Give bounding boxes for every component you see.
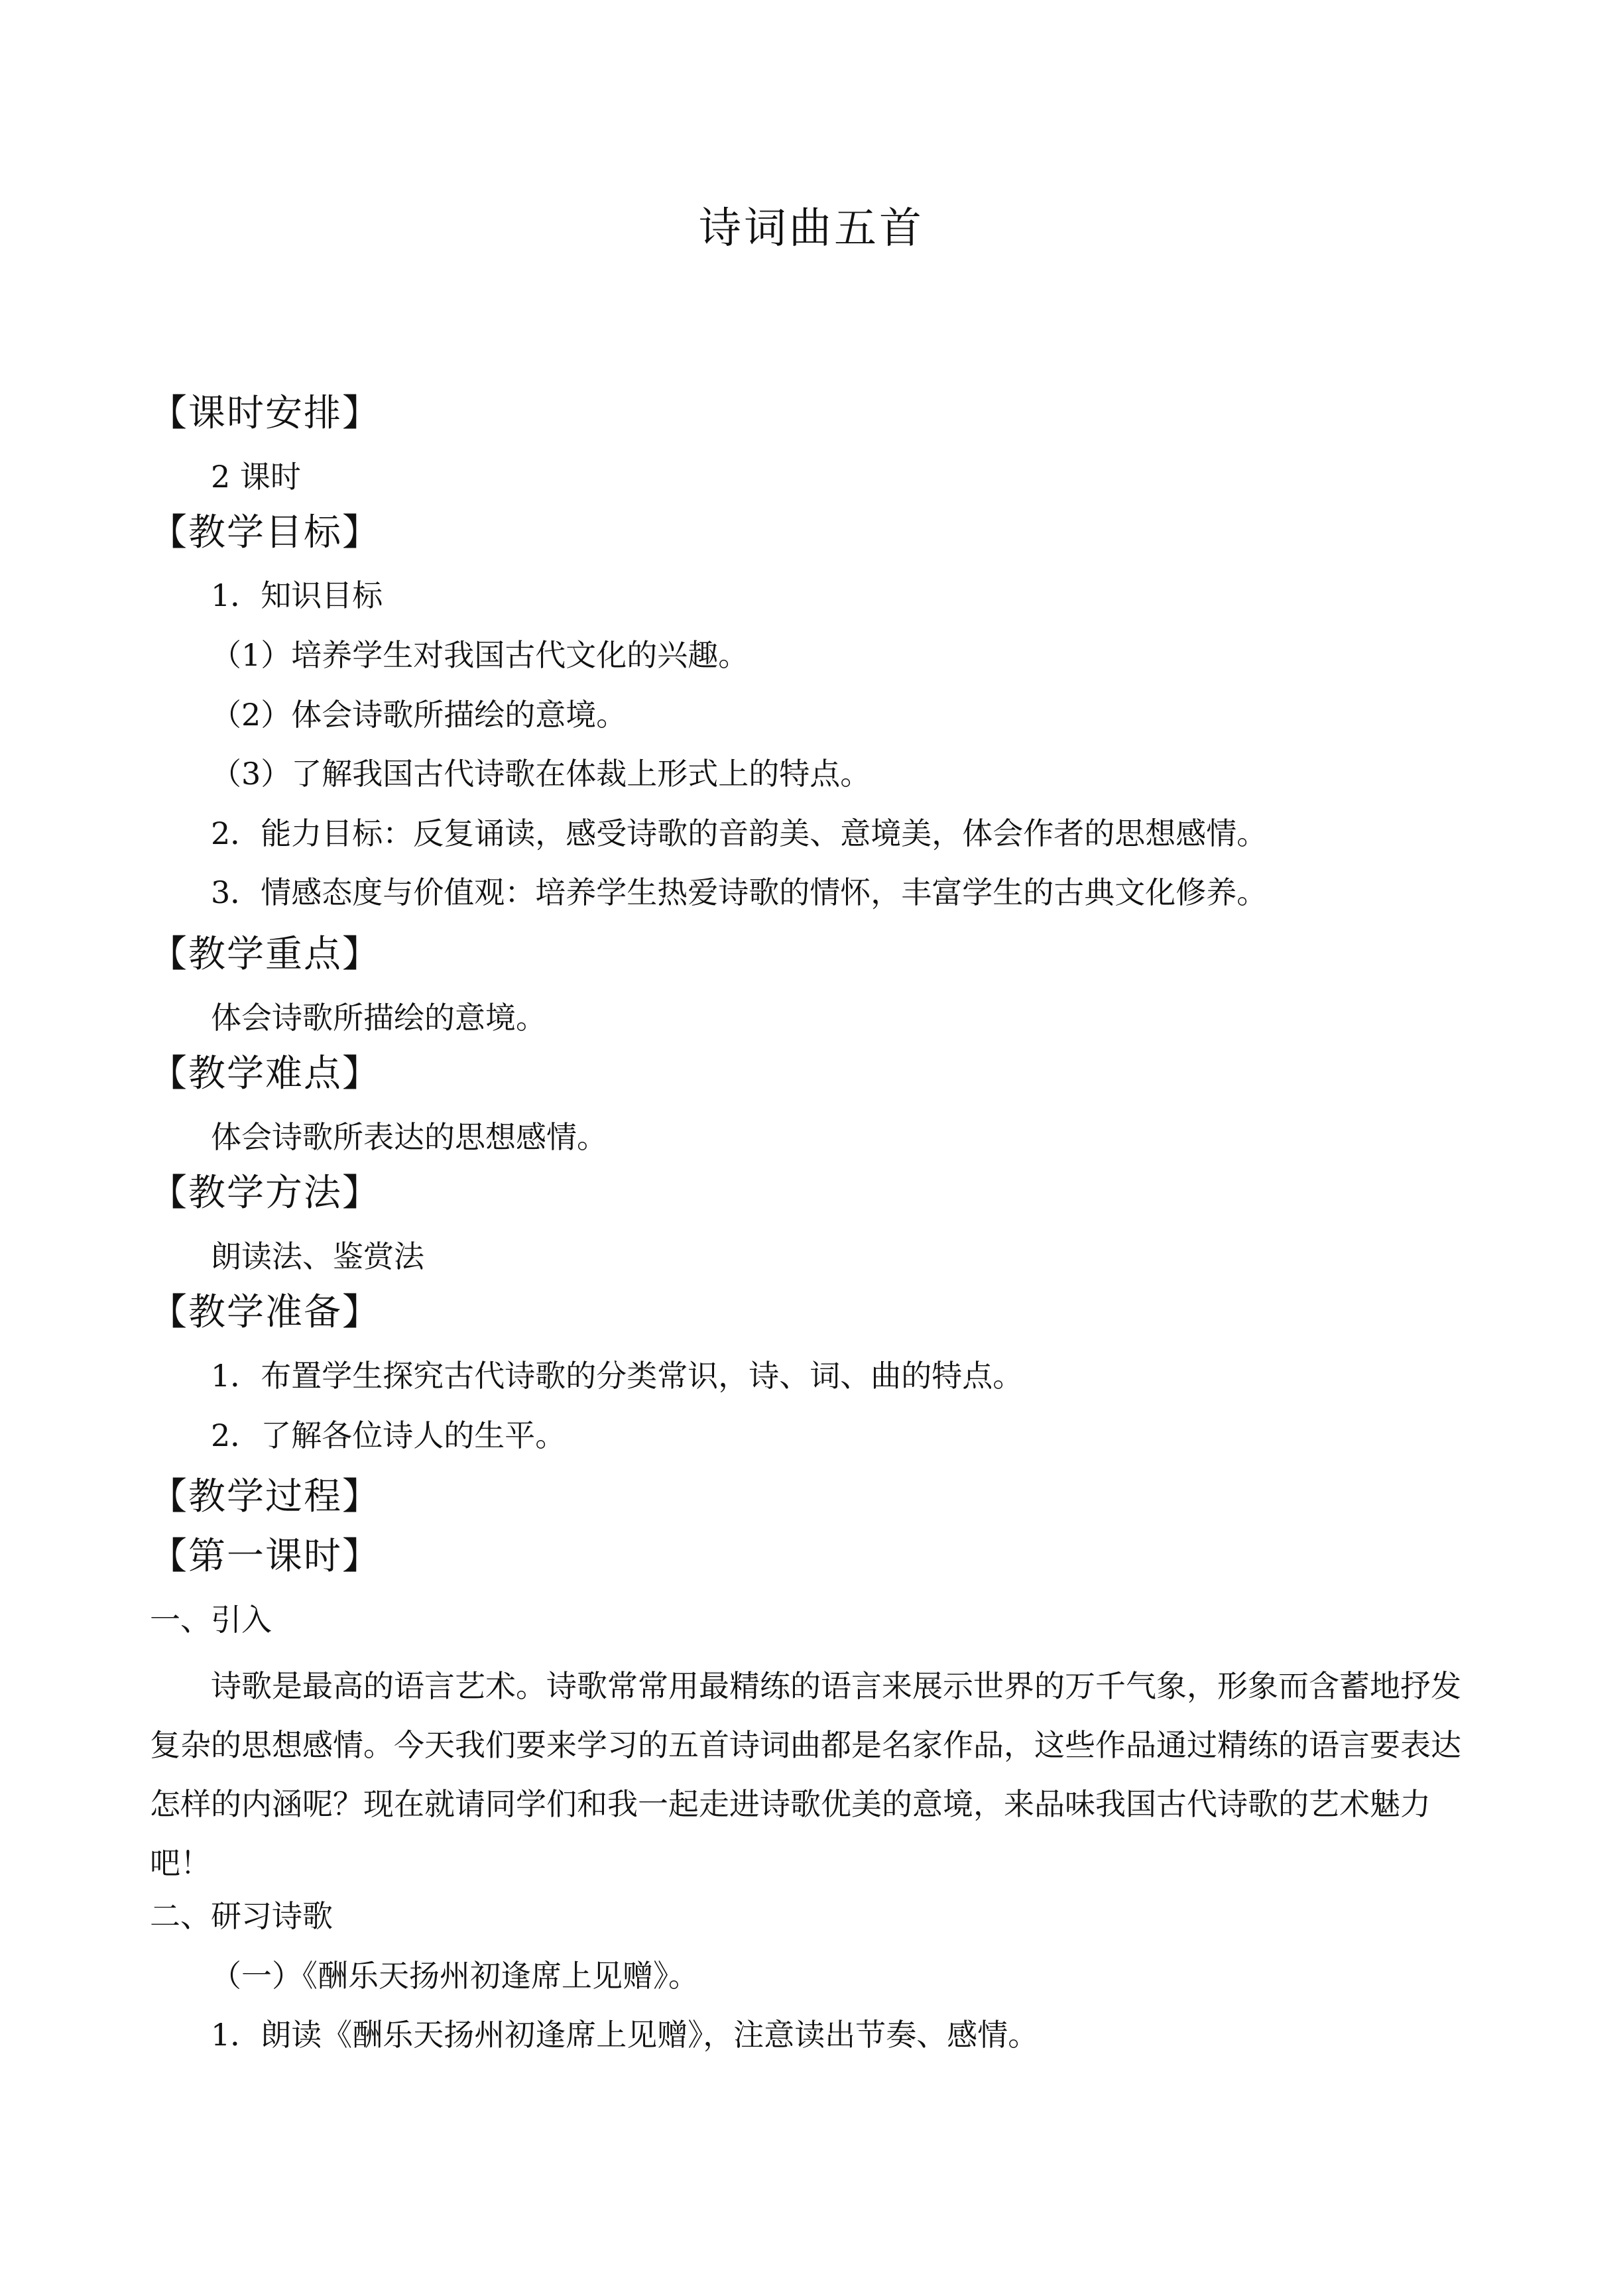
knowledge-title: 1．知识目标 bbox=[211, 577, 383, 613]
heading-process: 【教学过程】 bbox=[150, 1475, 381, 1518]
heading-preparation: 【教学准备】 bbox=[150, 1291, 381, 1334]
emotion-objective: 3．情感态度与价值观：培养学生热爱诗歌的情怀，丰富学生的古典文化修养。 bbox=[211, 875, 1268, 910]
poem-title: （一）《酬乐天扬州初逢席上见赠》。 bbox=[211, 1958, 699, 1994]
preparation-item: 2．了解各位诗人的生平。 bbox=[211, 1418, 566, 1453]
heading-methods: 【教学方法】 bbox=[150, 1172, 381, 1215]
heading-objectives: 【教学目标】 bbox=[150, 511, 381, 554]
heading-key-points: 【教学重点】 bbox=[150, 933, 381, 976]
step-1: 1．朗读《酬乐天扬州初逢席上见赠》，注意读出节奏、感情。 bbox=[211, 2017, 1039, 2053]
preparation-item: 1．布置学生探究古代诗歌的分类常识，诗、词、曲的特点。 bbox=[211, 1358, 1024, 1394]
heading-first-lesson: 【第一课时】 bbox=[150, 1535, 381, 1578]
page-title: 诗词曲五首 bbox=[699, 204, 924, 253]
intro-title: 一、引入 bbox=[150, 1602, 272, 1638]
knowledge-item: （3）了解我国古代诗歌在体裁上形式上的特点。 bbox=[211, 756, 871, 792]
knowledge-item: （2）体会诗歌所描绘的意境。 bbox=[211, 697, 627, 733]
key-points-content: 体会诗歌所描绘的意境。 bbox=[211, 1000, 546, 1036]
heading-difficulties: 【教学难点】 bbox=[150, 1052, 381, 1095]
ability-objective: 2．能力目标：反复诵读，感受诗歌的音韵美、意境美，体会作者的思想感情。 bbox=[211, 816, 1268, 851]
knowledge-item: （1）培养学生对我国古代文化的兴趣。 bbox=[211, 637, 749, 673]
intro-paragraph: 诗歌是最高的语言艺术。诗歌常常用最精练的语言来展示世界的万千气象，形象而含蓄地抒发复杂的思想感情。今天我们要来学习的五首诗词曲都是名家作品，这些作品通过精练的语言要表达怎样的内涵呢？现在就请同学们和我一起走进诗歌优美的意境，来品味我国古代诗歌的艺术魅力吧！ bbox=[150, 1668, 1461, 1881]
difficulties-content: 体会诗歌所表达的思想感情。 bbox=[211, 1119, 607, 1155]
methods-content: 朗读法、鉴赏法 bbox=[211, 1239, 424, 1274]
heading-schedule: 【课时安排】 bbox=[150, 392, 381, 435]
study-title: 二、研习诗歌 bbox=[150, 1898, 333, 1934]
schedule-content: 2 课时 bbox=[211, 459, 301, 495]
